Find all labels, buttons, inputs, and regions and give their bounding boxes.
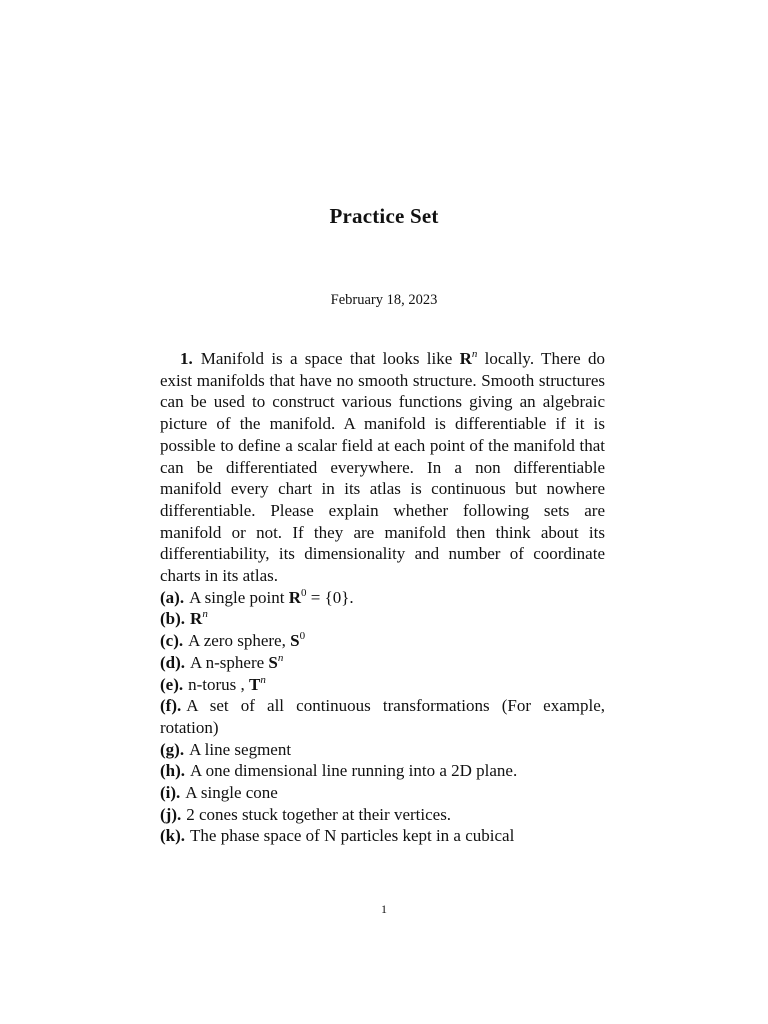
item-text-after: = {0}. (306, 587, 354, 607)
math-symbol: R (190, 609, 203, 629)
item-text: A single point (189, 587, 289, 607)
list-item-f (160, 695, 605, 738)
math-exponent: 0 (301, 586, 307, 599)
math-exponent: n (202, 608, 208, 621)
item-label: (f). (160, 696, 182, 716)
item-text: n-torus , (188, 674, 250, 694)
list-item-a (160, 587, 605, 609)
item-label: (b). (160, 609, 186, 629)
item-label: (e). (160, 674, 184, 694)
item-label: (h). (160, 761, 186, 781)
list-item-g (160, 739, 605, 761)
problem-body (160, 348, 605, 847)
math-exponent: n (277, 651, 284, 664)
item-label: (a). (160, 587, 185, 607)
item-label: (c). (160, 631, 184, 651)
item-text: A single cone (185, 783, 278, 803)
math-exponent: 0 (299, 630, 306, 643)
list-item-b (160, 608, 605, 630)
list-item-c (160, 630, 605, 652)
math-symbol: T (249, 674, 261, 694)
item-text: A zero sphere, (188, 631, 291, 651)
math-symbol: S (268, 652, 278, 672)
item-text: A one dimensional line running into a 2D plane. (190, 761, 518, 781)
item-text: 2 cones stuck together at their vertices. (186, 804, 452, 824)
item-text: A set of all continuous transformations (For example, rotation) (160, 696, 605, 737)
document-date: February 18, 2023 (330, 292, 438, 308)
problem-text-main: locally. There do exist manifolds that have no smooth structure. Smooth structures can be used to construct various functions giving an algebraic picture of the manifold. A manifold is differentiable if it is possible to define a scalar field at each point of the manifold that can be differentiated everywhere. In a non differentiable manifold every chart in its atlas is continuous but nowhere differentiable. Please explain whether following sets are manifold or not. If they are manifold then think about its differentiability, its dimensionality and number of coordinate charts in its atlas. (160, 349, 605, 586)
math-symbol: R (288, 587, 302, 607)
item-label: (k). (160, 826, 186, 846)
page-title: Practice Set (329, 204, 439, 228)
item-text: A n-sphere (190, 652, 269, 672)
list-item-j (160, 804, 605, 826)
list-item-h (160, 760, 605, 782)
list-item-e (160, 674, 605, 696)
problem-text-lead: Manifold is a space that looks like (200, 349, 460, 368)
math-exponent: n (260, 673, 266, 686)
item-label: (d). (160, 652, 186, 672)
item-text: A line segment (189, 739, 292, 759)
problem-number: 1. (180, 349, 193, 368)
item-label: (i). (160, 783, 181, 803)
item-text: The phase space of N particles kept in a cubical (190, 826, 515, 846)
page-number: 1 (381, 902, 387, 916)
math-symbol: S (290, 631, 300, 651)
list-item-i (160, 782, 605, 804)
list-item-d (160, 652, 605, 674)
problem-1-paragraph (160, 348, 605, 587)
math-exponent-n: n (471, 348, 478, 360)
item-label: (g). (160, 739, 185, 759)
list-item-k (160, 825, 605, 847)
item-label: (j). (160, 804, 182, 824)
math-symbol-R: R (459, 349, 472, 368)
